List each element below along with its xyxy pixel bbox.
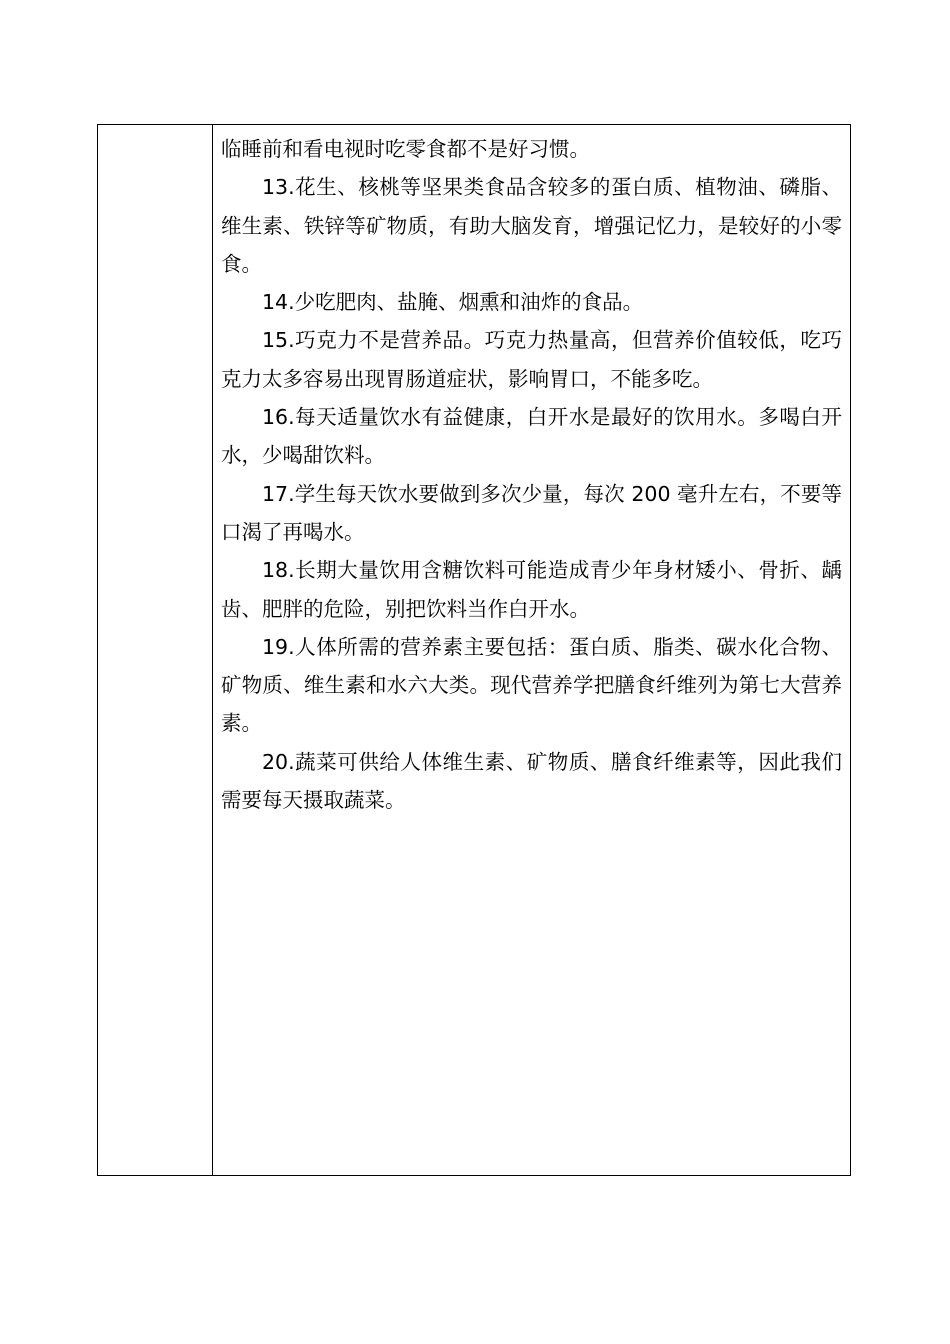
paragraph-continuation: 临睡前和看电视时吃零食都不是好习惯。 <box>221 137 590 161</box>
table-left-cell <box>98 125 213 1175</box>
paragraph-item-17: 17.学生每天饮水要做到多次少量，每次 200 毫升左右，不要等口渴了再喝水。 <box>221 481 842 544</box>
paragraph-item-15: 15.巧克力不是营养品。巧克力热量高，但营养价值较低，吃巧克力太多容易出现胃肠道症状，影响胃口，不能多吃。 <box>221 328 842 391</box>
paragraph-item-19: 19.人体所需的营养素主要包括：蛋白质、脂类、碳水化合物、矿物质、维生素和水六大类。现代营养学把膳食纤维列为第七大营养素。 <box>221 634 842 736</box>
table-right-cell <box>213 125 850 1175</box>
paragraph-item-20: 20.蔬菜可供给人体维生素、矿物质、膳食纤维素等，因此我们需要每天摄取蔬菜。 <box>221 749 842 813</box>
paragraph-item-14: 14.少吃肥肉、盐腌、烟熏和油炸的食品。 <box>262 290 644 315</box>
paragraph-item-13: 13.花生、核桃等坚果类食品含较多的蛋白质、植物油、磷脂、维生素、铁锌等矿物质，有助大脑发育，增强记忆力，是较好的小零食。 <box>221 175 842 276</box>
paragraph-item-18: 18.长期大量饮用含糖饮料可能造成青少年身材矮小、骨折、龋齿、肥胖的危险，别把饮料当作白开水。 <box>221 558 842 621</box>
paragraph-item-16: 16.每天适量饮水有益健康，白开水是最好的饮用水。多喝白开水，少喝甜饮料。 <box>221 405 842 468</box>
content-table <box>97 124 851 1176</box>
